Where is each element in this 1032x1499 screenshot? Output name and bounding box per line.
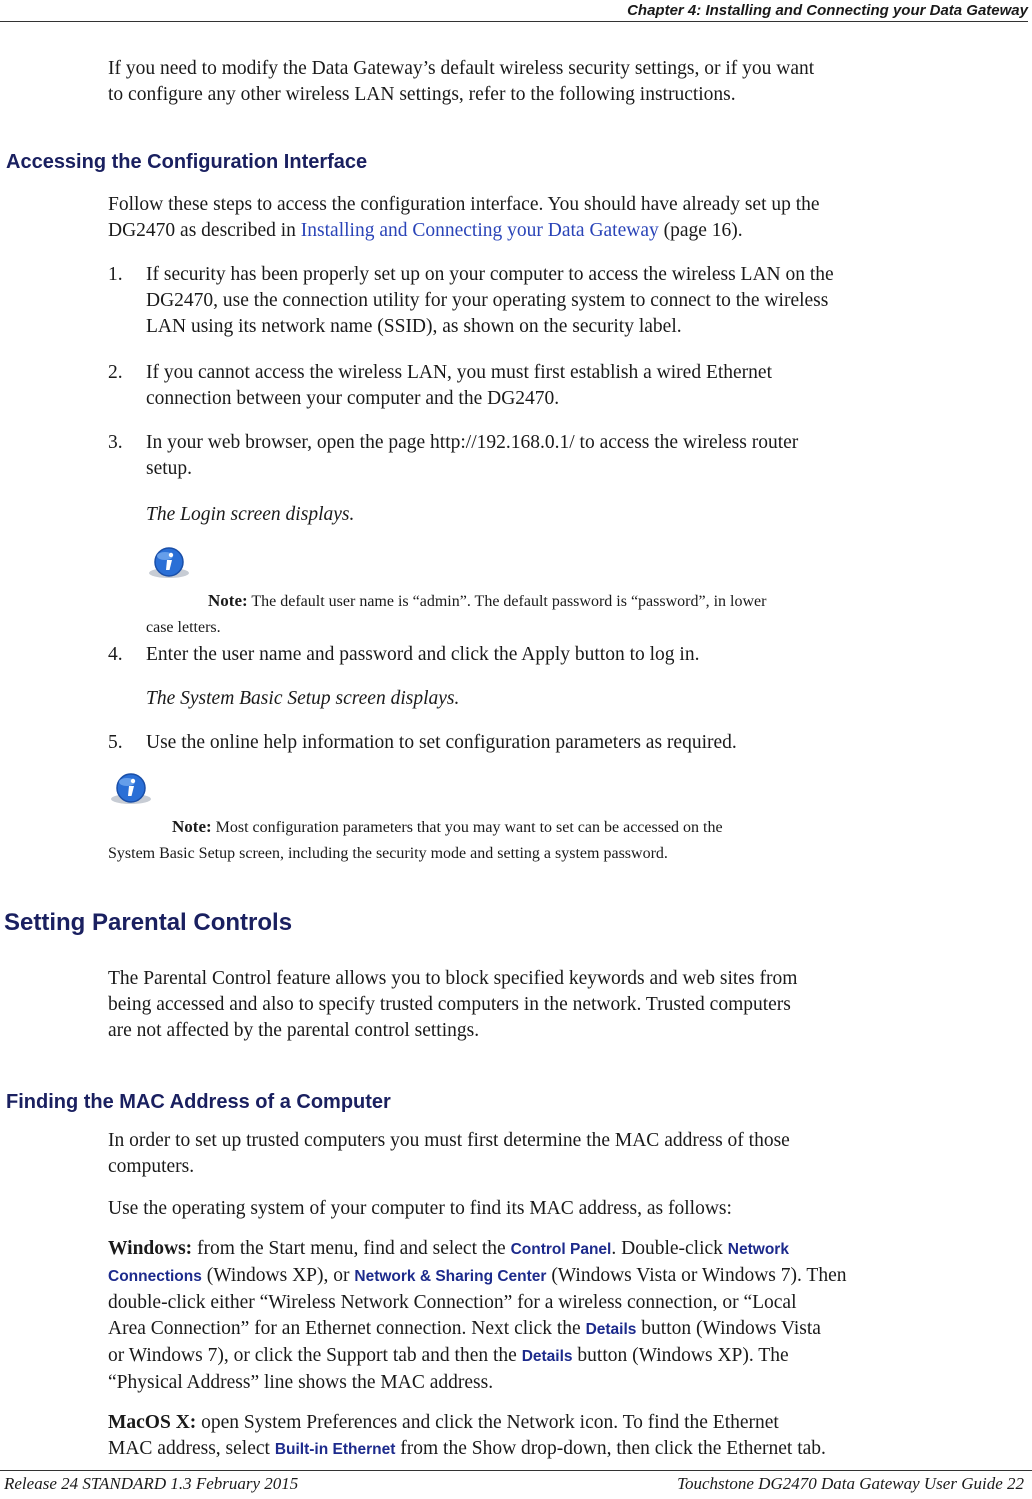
text-line: button (Windows Vista	[636, 1318, 821, 1339]
text-line: If security has been properly set up on your computer to access the wireless LAN on the	[146, 264, 834, 285]
footer-guide-page: Touchstone DG2470 Data Gateway User Guide 22	[677, 1474, 1024, 1493]
text-line: Area Connection” for an Ethernet connection. Next click the	[108, 1318, 586, 1339]
step-text: Use the online help information to set configuration parameters as required.	[146, 732, 737, 753]
text-line: are not affected by the parental control settings.	[108, 1020, 480, 1041]
installing-link[interactable]: Installing and Connecting your Data Gateway	[300, 220, 659, 241]
info-icon	[108, 772, 154, 806]
details-button-label: Details	[585, 1321, 637, 1338]
windows-label: Windows:	[108, 1238, 193, 1259]
text-line: (page 16).	[658, 220, 743, 241]
text-line: In order to set up trusted computers you must first determine the MAC address of those	[108, 1130, 790, 1151]
intro-paragraph	[108, 56, 814, 108]
text-line: (Windows XP), or	[201, 1265, 355, 1286]
network-connections-label: Network	[727, 1241, 789, 1258]
access-intro	[108, 192, 820, 244]
text-line: connection between your computer and the DG2470.	[146, 388, 560, 409]
step-number: 1.	[108, 264, 123, 285]
step-text: Enter the user name and password and click the Apply button to log in.	[146, 644, 700, 665]
network-connections-label: Connections	[108, 1268, 202, 1285]
text-line: System Basic Setup screen, including the security mode and setting a system password.	[108, 845, 668, 862]
text-line: LAN using its network name (SSID), as shown on the security label.	[146, 316, 682, 337]
section-heading-mac: Finding the MAC Address of a Computer	[6, 1091, 391, 1113]
step-number: 3.	[108, 432, 123, 453]
note-login	[146, 588, 1006, 641]
text-line: button (Windows XP). The	[572, 1345, 789, 1366]
section-heading-parental: Setting Parental Controls	[4, 909, 293, 936]
text-line: setup.	[146, 458, 193, 479]
mac-how-to: Use the operating system of your computer to find its MAC address, as follows:	[108, 1198, 732, 1219]
text-line: MAC address, select	[108, 1438, 275, 1459]
note-label: Note:	[208, 591, 248, 610]
text-line: If you cannot access the wireless LAN, you must first establish a wired Ethernet	[146, 362, 772, 383]
section-heading-access: Accessing the Configuration Interface	[6, 151, 368, 173]
step-number: 4.	[108, 644, 123, 665]
macos-instructions	[108, 1410, 1028, 1463]
step-text	[146, 430, 798, 482]
sharing-center-label: Network & Sharing Center	[354, 1268, 547, 1285]
footer-release: Release 24 STANDARD 1.3 February 2015	[4, 1474, 299, 1493]
info-icon	[146, 546, 192, 580]
details-button-label: Details	[521, 1348, 573, 1365]
text-line: Follow these steps to access the configuration interface. You should have already set up the	[108, 194, 820, 215]
parental-paragraph	[108, 966, 797, 1044]
step-number: 2.	[108, 362, 123, 383]
text-line: The default user name is “admin”. The default password is “password”, in lower	[247, 593, 767, 610]
text-line: or Windows 7), or click the Support tab and then the	[108, 1345, 522, 1366]
text-line: open System Preferences and click the Network icon. To find the Ethernet	[196, 1412, 779, 1433]
mac-intro	[108, 1128, 790, 1180]
text-line: being accessed and also to specify trusted computers in the network. Trusted computers	[108, 994, 791, 1015]
text-line: DG2470, use the connection utility for your operating system to connect to the wireless	[146, 290, 829, 311]
builtin-ethernet-label: Built-in Ethernet	[274, 1441, 396, 1458]
step-text	[146, 360, 772, 412]
note-label: Note:	[172, 817, 212, 836]
text-line: “Physical Address” line shows the MAC address.	[108, 1372, 494, 1393]
login-result-text: The Login screen displays.	[146, 504, 355, 525]
text-line: computers.	[108, 1156, 195, 1177]
text-line: from the Start menu, find and select the	[192, 1238, 511, 1259]
text-line: double-click either “Wireless Network Connection” for a wireless connection, or “Local	[108, 1292, 797, 1313]
text-line: . Double-click	[611, 1238, 728, 1259]
intro-line: to configure any other wireless LAN settings, refer to the following instructions.	[108, 84, 736, 105]
text-line: from the Show drop-down, then click the Ethernet tab.	[395, 1438, 826, 1459]
control-panel-label: Control Panel	[510, 1241, 612, 1258]
basic-setup-result-text: The System Basic Setup screen displays.	[146, 688, 460, 709]
page-header: Chapter 4: Installing and Connecting your Data Gateway	[0, 0, 1028, 22]
text-line: case letters.	[146, 619, 221, 636]
text-line: The Parental Control feature allows you to block specified keywords and web sites from	[108, 968, 798, 989]
intro-line: If you need to modify the Data Gateway’s default wireless security settings, or if you want	[108, 58, 815, 79]
text-line: In your web browser, open the page http://192.168.0.1/ to access the wireless router	[146, 432, 799, 453]
text-line: (Windows Vista or Windows 7). Then	[546, 1265, 847, 1286]
page-footer	[0, 1470, 1032, 1497]
note-basic-setup	[108, 814, 1008, 867]
step-number: 5.	[108, 732, 123, 753]
macos-label: MacOS X:	[108, 1412, 197, 1433]
windows-instructions	[108, 1236, 1028, 1396]
text-line: Most configuration parameters that you may want to set can be accessed on the	[211, 819, 723, 836]
step-text	[146, 262, 834, 340]
text-line: DG2470 as described in	[108, 220, 301, 241]
